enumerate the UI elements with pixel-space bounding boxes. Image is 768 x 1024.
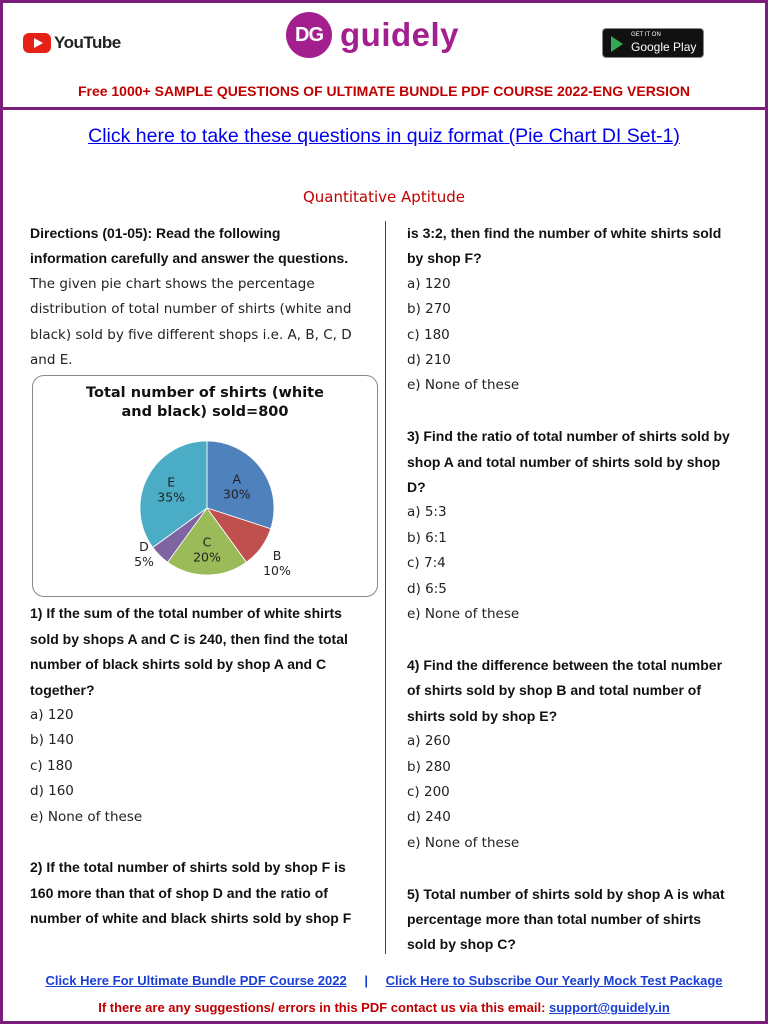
q1-line: together? [30, 681, 95, 698]
q3-line: 3) Find the ratio of total number of shirts sold by [407, 428, 730, 445]
q5-line: percentage more than total number of shirts [407, 910, 702, 927]
directions-desc-line: The given pie chart shows the percentage [30, 275, 315, 292]
q3-option: a) 5:3 [407, 504, 447, 521]
pie-chart-box [32, 375, 378, 597]
right-column [407, 221, 747, 958]
guidely-logo-text: guidely [340, 16, 460, 53]
q1-line: sold by shops A and C is 240, then find the total [30, 630, 348, 647]
q1-option: b) 140 [30, 732, 74, 749]
chart-title-line: Total number of shirts (white [86, 385, 324, 402]
support-email-link[interactable]: support@guidely.in [549, 1000, 670, 1015]
youtube-link[interactable] [23, 33, 121, 53]
q2-line: 160 more than that of shop D and the ratio of [30, 884, 328, 901]
footer-separator: | [364, 973, 368, 988]
column-divider [385, 221, 386, 954]
q1-option: c) 180 [30, 757, 73, 774]
pie-value-label-e: 35% [157, 490, 186, 506]
q4-option: d) 240 [407, 809, 451, 826]
q1-option: d) 160 [30, 783, 74, 800]
q3-option: c) 7:4 [407, 555, 446, 572]
q4-option: b) 280 [407, 758, 451, 775]
free-questions-banner: Free 1000+ SAMPLE QUESTIONS OF ULTIMATE BUNDLE PDF COURSE 2022-ENG VERSION [77, 83, 691, 99]
guidely-logo[interactable] [286, 12, 459, 58]
q2-line: number of white and black shirts sold by shop F [30, 910, 352, 927]
directions-desc-line: distribution of total number of shirts (white and [30, 301, 352, 318]
left-column [30, 221, 375, 932]
q1-line: number of black shirts sold by shop A and C [30, 656, 327, 673]
guidely-logo-icon: DG [286, 12, 332, 58]
q4-option: a) 260 [407, 733, 451, 750]
pie-value-label-a: 30% [222, 486, 251, 502]
q2-line: by shop F? [407, 250, 482, 267]
q5-line: 5) Total number of shirts sold by shop A is what [407, 885, 725, 902]
q4-option: c) 200 [407, 783, 450, 800]
pie-category-label-b: B [272, 548, 282, 564]
directions-desc-line: and E. [30, 352, 73, 369]
q1-line: 1) If the sum of the total number of white shirts [30, 605, 342, 622]
pie-category-label-a: A [232, 471, 242, 487]
pie-chart [33, 376, 377, 596]
google-play-small-text: GET IT ON [631, 32, 661, 38]
google-play-big-text: Google Play [631, 40, 697, 54]
directions-heading-line: Directions (01-05): Read the following [30, 225, 281, 241]
q2-option: c) 180 [407, 326, 450, 343]
youtube-label: YouTube [54, 33, 121, 52]
q2-option: e) None of these [407, 377, 520, 394]
pie-value-label-c: 20% [193, 549, 221, 565]
q4-line: shirts sold by shop E? [407, 707, 558, 724]
q2-option: d) 210 [407, 352, 451, 369]
q4-line: 4) Find the difference between the total number [407, 656, 723, 673]
q3-option: e) None of these [407, 606, 520, 623]
q3-option: b) 6:1 [407, 529, 447, 546]
footer-contact [3, 1000, 765, 1015]
directions-heading-line: information carefully and answer the questions. [30, 250, 349, 267]
q2-line: 2) If the total number of shirts sold by shop F is [30, 859, 346, 876]
chart-title-line: and black) sold=800 [121, 404, 289, 421]
q3-option: d) 6:5 [407, 580, 447, 597]
header [3, 3, 765, 110]
q5-line: sold by shop C? [407, 936, 516, 953]
quiz-format-link[interactable]: Click here to take these questions in quiz format (Pie Chart DI Set-1) [88, 125, 680, 147]
q2-line: is 3:2, then find the number of white shirts sold [407, 225, 722, 241]
footer-links [3, 973, 765, 988]
q4-line: of shirts sold by shop B and total number of [407, 682, 702, 699]
pie-value-label-b: 10% [263, 563, 291, 579]
mock-test-subscribe-link[interactable]: Click Here to Subscribe Our Yearly Mock Test Package [385, 973, 723, 988]
pie-value-label-d: 5% [134, 554, 154, 570]
google-play-badge[interactable] [602, 28, 704, 58]
pie-category-label-d: D [139, 539, 149, 555]
q2-option: a) 120 [407, 275, 451, 292]
q4-option: e) None of these [407, 834, 520, 851]
directions-desc-line: black) sold by five different shops i.e. A, B, C, D [30, 326, 352, 343]
youtube-icon [23, 33, 51, 53]
google-play-icon [611, 36, 623, 52]
q3-line: D? [407, 479, 426, 496]
q1-option: a) 120 [30, 707, 74, 724]
section-title: Quantitative Aptitude [302, 188, 466, 206]
contact-text: If there are any suggestions/ errors in this PDF contact us via this email: [98, 1000, 550, 1015]
q2-option: b) 270 [407, 301, 451, 318]
pie-category-label-e: E [167, 475, 176, 491]
ultimate-bundle-link[interactable]: Click Here For Ultimate Bundle PDF Course 2022 [45, 973, 347, 988]
q3-line: shop A and total number of shirts sold by shop [407, 453, 721, 470]
q1-option: e) None of these [30, 808, 143, 825]
pie-category-label-c: C [202, 534, 212, 550]
